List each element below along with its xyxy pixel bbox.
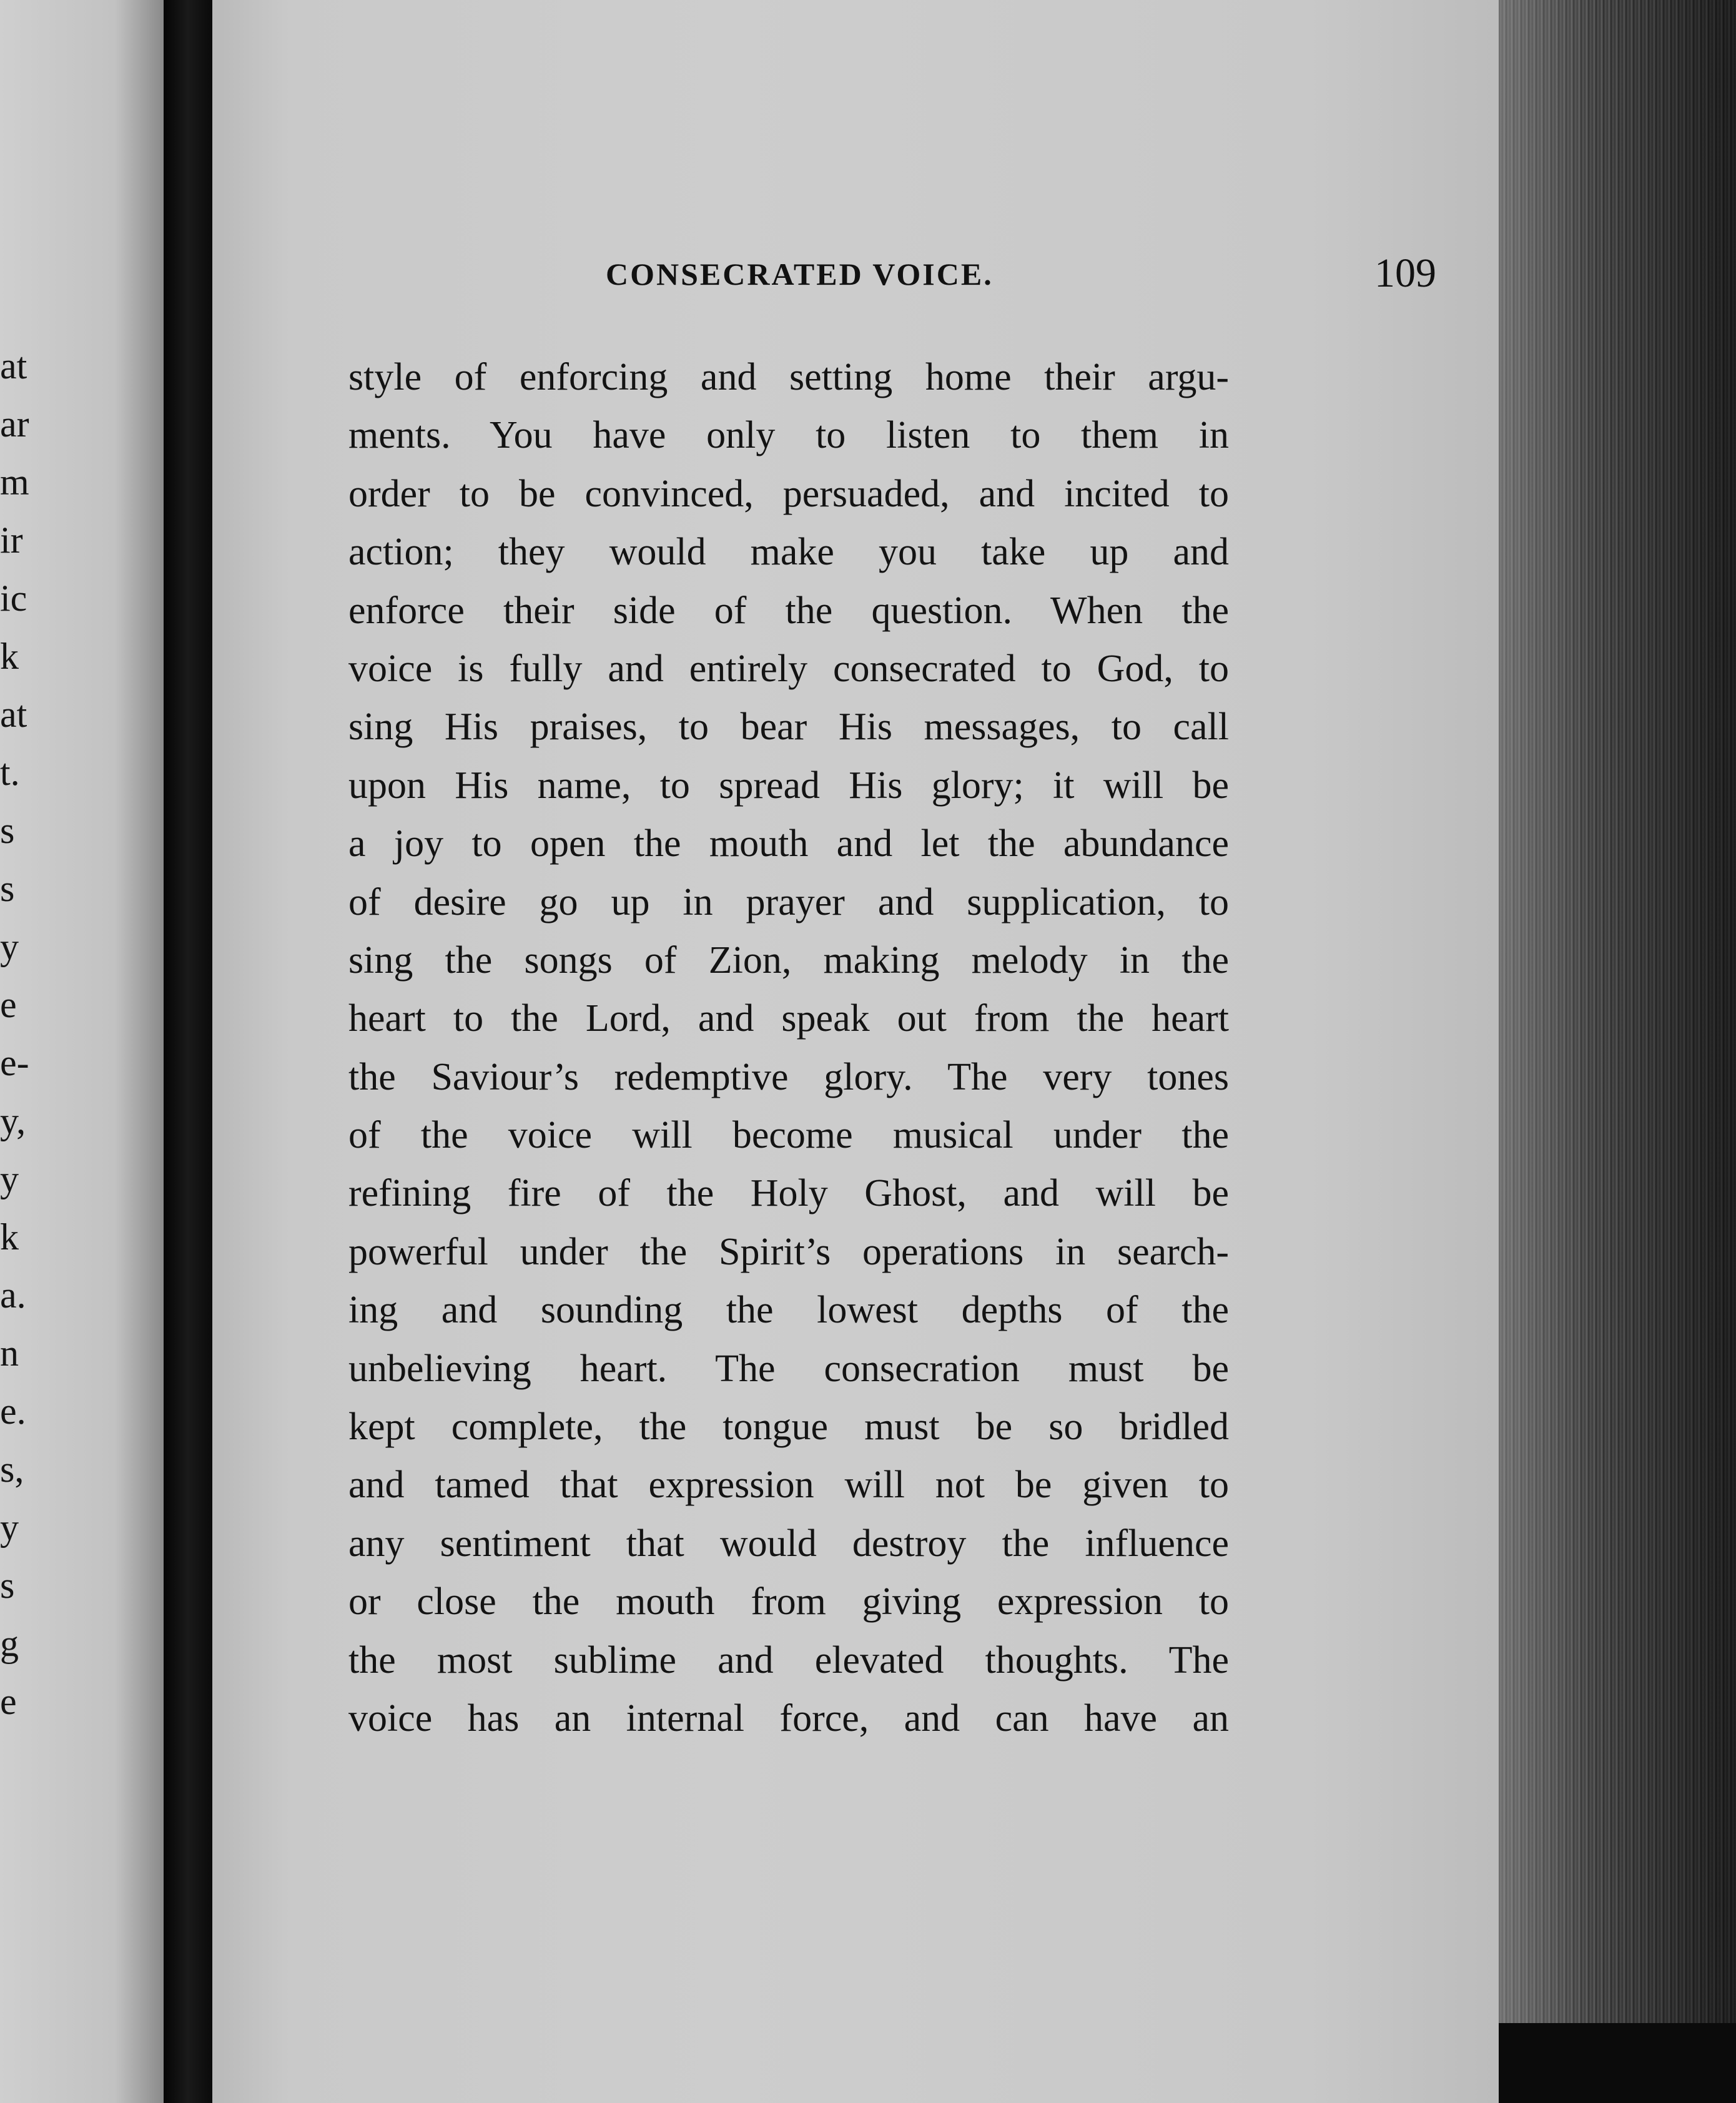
facing-page-fragment: s — [0, 1565, 15, 1606]
text-line: any sentiment that would destroy the influence — [348, 1522, 1229, 1565]
book-spine-gutter — [164, 0, 212, 2103]
text-line: and tamed that expression will not be given to — [348, 1464, 1229, 1507]
text-line: upon His name, to spread His glory; it will be — [348, 764, 1229, 807]
text-line: the most sublime and elevated thoughts. The — [348, 1638, 1229, 1682]
facing-page-fragment: ic — [0, 578, 27, 619]
facing-page-fragment: at — [0, 694, 27, 735]
facing-page-fragment: e- — [0, 1042, 29, 1083]
facing-page-fragment: k — [0, 1216, 19, 1258]
facing-page-fragment: k — [0, 636, 19, 677]
facing-page-fragment: a. — [0, 1274, 26, 1316]
text-line: ments. You have only to listen to them in — [348, 414, 1229, 457]
book-page — [212, 0, 1499, 2103]
text-line: heart to the Lord, and speak out from the heart — [348, 997, 1229, 1040]
facing-page-fragment: s, — [0, 1449, 24, 1490]
text-line: action; they would make you take up and — [348, 531, 1229, 574]
page-block-shading — [1499, 0, 1736, 2103]
facing-page-fragment: s — [0, 868, 15, 909]
facing-page-fragment: y, — [0, 1100, 26, 1141]
text-line: unbelieving heart. The consecration must be — [348, 1347, 1229, 1390]
text-line: style of enforcing and setting home their argu- — [348, 356, 1229, 398]
facing-page-fragment: y — [0, 1507, 19, 1548]
text-line: order to be convinced, persuaded, and incited to — [348, 472, 1229, 515]
text-line: ing and sounding the lowest depths of the — [348, 1289, 1229, 1332]
text-line: of desire go up in prayer and supplication, to — [348, 880, 1229, 923]
text-line: a joy to open the mouth and let the abundance — [348, 822, 1229, 865]
facing-page-fragment: y — [0, 1158, 19, 1199]
facing-page-fragment: ir — [0, 520, 23, 561]
facing-page-fragment: ar — [0, 403, 29, 445]
facing-page-fragment: n — [0, 1332, 19, 1374]
text-line: or close the mouth from giving expression to — [348, 1580, 1229, 1623]
text-line: voice is fully and entirely consecrated to God, to — [348, 647, 1229, 690]
text-line: enforce their side of the question. When the — [348, 589, 1229, 632]
facing-page-fragment: e. — [0, 1391, 26, 1432]
facing-page-fragment: t. — [0, 752, 20, 793]
page-number: 109 — [1374, 250, 1436, 296]
text-line: powerful under the Spirit’s operations in search- — [348, 1230, 1229, 1273]
text-line: sing His praises, to bear His messages, to call — [348, 706, 1229, 749]
facing-page-fragment: e — [0, 984, 17, 1025]
facing-page-fragment: s — [0, 810, 15, 851]
running-title: CONSECRATED VOICE. — [606, 257, 994, 292]
facing-page-fragment: m — [0, 461, 29, 503]
facing-page-left — [0, 0, 164, 2103]
text-line: the Saviour’s redemptive glory. The very tones — [348, 1055, 1229, 1098]
text-line: refining fire of the Holy Ghost, and will be — [348, 1172, 1229, 1215]
facing-page-text-fragments — [0, 337, 37, 1731]
text-line: sing the songs of Zion, making melody in the — [348, 938, 1229, 982]
body-text — [348, 348, 1229, 1748]
facing-page-fragment: y — [0, 926, 19, 967]
facing-page-fragment: g — [0, 1623, 19, 1664]
text-line: of the voice will become musical under the — [348, 1114, 1229, 1157]
scan-border — [1499, 2023, 1736, 2103]
text-line: kept complete, the tongue must be so bridled — [348, 1406, 1229, 1449]
facing-page-fragment: at — [0, 345, 27, 387]
facing-page-fragment: e — [0, 1681, 17, 1722]
running-head — [606, 250, 1436, 300]
text-line: voice has an internal force, and can have an — [348, 1697, 1229, 1740]
